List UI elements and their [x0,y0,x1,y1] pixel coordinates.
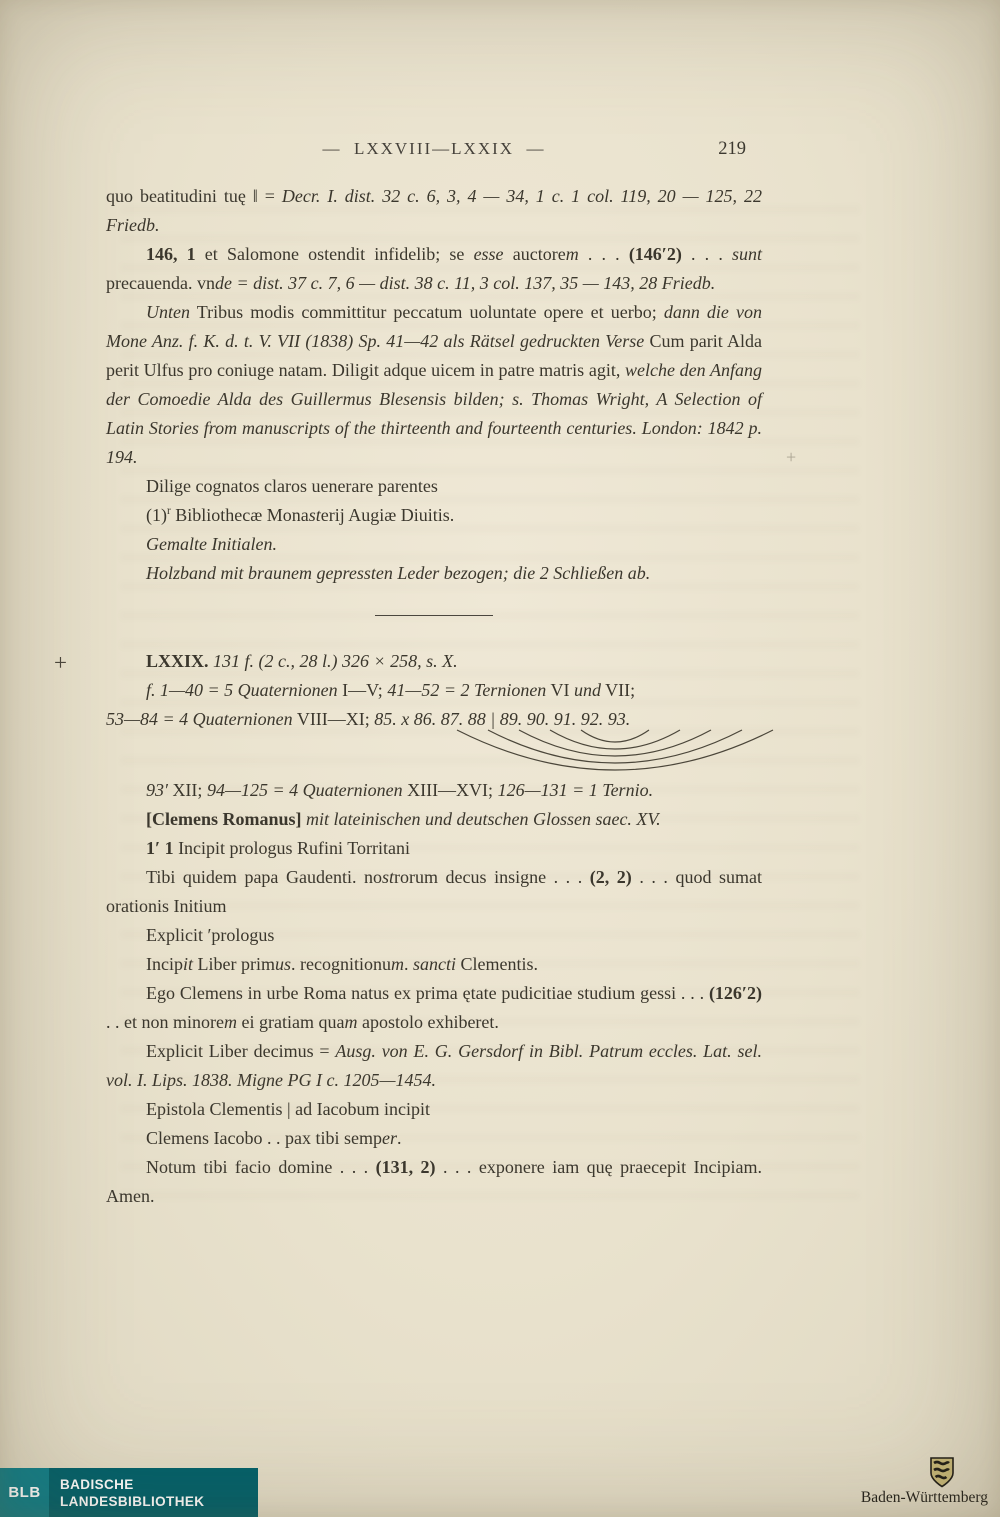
blb-logo-text: BLB [8,1484,41,1501]
paragraph [106,676,762,734]
text-segment: r [167,505,171,517]
paragraph [106,298,762,472]
text-segment: Epistola Clementis | ad Iacobum incipit [146,1099,431,1119]
margin-plus-annotation-faint: + [786,447,797,467]
text-segment: apostolo exhiberet. [357,1012,499,1032]
text-segment: sancti [412,954,456,974]
paragraph [106,647,762,676]
text-segment: ei gratiam qua [236,1012,345,1032]
text-segment: 126—131 = 1 Ternio. [497,780,654,800]
page-header [106,139,762,163]
paragraph [106,979,762,1037]
text-segment: XII; [167,780,207,800]
text-segment: 53—84 = 4 Quaternionen [106,709,293,729]
text-segment: Clementis. [455,954,538,974]
text-segment: und [573,680,601,700]
text-segment: auctore [503,244,566,264]
text-segment: 94—125 = 4 Quaternionen [206,780,403,800]
text-segment: welche den Anfang der Comoedie Alda des Guillermus Blesensis bilden; s. Thomas Wright, A Selection of Latin Stories from manuscripts of the thirteenth and fourteenth centuries. London: 1842 p. 194. [106,360,763,467]
text-segment: rorum decus insigne . . . [394,867,590,887]
text-segment: quo beatitudini tuę ‖ = [106,186,282,206]
page-number: 219 [718,139,746,159]
blb-logo [0,1468,49,1517]
paragraph [106,1095,762,1124]
text-segment: (131, 2) [375,1157,436,1177]
text-segment: f. 1—40 = 5 Quaternionen [146,680,338,700]
text-segment: Explicit Liber decimus = [146,1041,336,1061]
text-segment: er [381,1128,397,1148]
text-segment: m [344,1012,358,1032]
paragraph [106,776,762,805]
text-segment: et Salomone ostendit infidelib; se [195,244,474,264]
text-segment: Unten [146,302,190,322]
text-segment: Tribus modis committitur peccatum uoluntate opere et uerbo; [190,302,664,322]
text-segment: Holzband mit braunem gepressten Leder bezogen; die 2 Schließen ab. [146,563,651,583]
paragraph [106,1037,762,1095]
text-segment: st [308,505,321,525]
text-segment: dann die von Mone Anz. f. K. d. t. V. VII (1838) Sp. 41—42 als Rätsel gedruckten Verse [106,302,763,351]
text-segment: (2, 2) [589,867,632,887]
text-segment: VI [546,680,574,700]
text-segment: Notum tibi facio domine . . . [146,1157,376,1177]
paragraph [106,501,762,530]
text-segment: sunt [732,244,763,264]
text-segment: 93′ [146,780,168,800]
text-segment: it [182,954,193,974]
paragraph [106,921,762,950]
paragraph [106,1153,762,1211]
text-segment: . . . exponere iam quę praecepit Incipiam. Amen. [106,1157,762,1206]
text-segment: VIII—XI; [292,709,375,729]
text-segment: Incipit prologus Rufini Torritani [173,838,410,858]
paragraph [106,182,762,240]
paragraph [106,240,762,298]
text-segment: esse [473,244,504,264]
text-segment: m [390,954,404,974]
text-segment: . recognitionu [291,954,391,974]
paragraph [106,530,762,559]
text-segment: Dilige cognatos claros uenerare parentes [146,476,438,496]
text-segment: (126′2) [708,983,762,1003]
text-segment: LXXIX. [146,651,209,671]
coat-of-arms-icon [929,1457,955,1488]
text-segment: 146, 1 [146,244,196,264]
text-segment: Explicit ′prologus [146,925,275,945]
text-segment: . . . [578,244,629,264]
text-segment: 131 f. (2 c., 28 l.) 326 × 258, s. X. [213,651,458,671]
text-segment: st [382,867,395,887]
text-segment: Cum parit Alda perit Ulfus pro coniuge natam. Diligit adque uicem in patre matris agit, [106,331,763,380]
text-segment: erij Augiæ Diuitis. [320,505,455,525]
text-segment: Ausg. von E. G. Gersdorf in Bibl. Patrum eccles. Lat. sel. vol. I. Lips. 1838. Migne PG I c. 1205—1454. [106,1041,762,1090]
library-footer-bar [0,1468,258,1517]
text-segment: m [565,244,579,264]
text-segment: . [403,954,413,974]
text-segment: (1) [146,505,167,525]
text-segment: Liber prim [193,954,275,974]
text-segment: de = dist. 37 c. 7, 6 — dist. 38 c. 11, 3 col. 137, 35 — 143, 28 Friedb. [214,273,716,293]
paragraph [106,834,762,863]
text-segment: . [396,1128,402,1148]
library-name-line2: LANDESBIBLIOTHEK [60,1493,205,1509]
text-segment: us [274,954,291,974]
text-segment: Gemalte Initialen. [146,534,277,554]
text-segment: Incip [146,954,183,974]
text-segment: XIII—XVI; [402,780,498,800]
paragraph [106,559,762,588]
text-segment: 1′ 1 [146,838,174,858]
text-segment: (146′2) [628,244,682,264]
text-segment: I—V; [337,680,388,700]
paragraph [106,1124,762,1153]
text-segment: 85. x 86. 87. 88 | 89. 90. 91. 92. 93. [374,709,631,729]
text-segment: . . . [681,244,732,264]
text-block [106,182,762,1211]
text-segment: Decr. I. dist. 32 c. 6, 3, 4 — 34, 1 c. 1 col. 119, 20 — 125, 22 Friedb. [106,186,762,235]
text-segment: Tibi quidem papa Gaudenti. no [146,867,382,887]
text-segment: Bibliothecæ Mona [170,505,309,525]
section-range: — LXXVIII—LXXIX — [322,139,546,158]
paragraph [106,863,762,921]
text-segment: VII; [600,680,636,700]
text-segment: Ego Clemens in urbe Roma natus ex prima ętate pudicitiae studium gessi . . . [146,983,709,1003]
text-segment: m [223,1012,237,1032]
text-segment: mit lateinischen und deutschen Glossen saec. XV. [306,809,661,829]
text-segment: . . et non minore [106,1012,224,1032]
text-segment: Clemens Iacobo . . pax tibi semp [146,1128,382,1148]
paragraph [106,950,762,979]
paragraph [106,805,762,834]
margin-plus-annotation: + [54,650,67,675]
text-segment: [Clemens Romanus] [146,809,302,829]
section-divider [375,615,493,616]
text-segment: . . . quod sumat orationis Initium [106,867,762,916]
library-name [49,1476,204,1510]
text-segment: precauenda. vn [106,273,215,293]
library-name-line1: BADISCHE [60,1476,134,1492]
paragraph [106,472,762,501]
region-label: Baden-Württemberg [860,1489,988,1506]
text-segment: 41—52 = 2 Ternionen [387,680,547,700]
